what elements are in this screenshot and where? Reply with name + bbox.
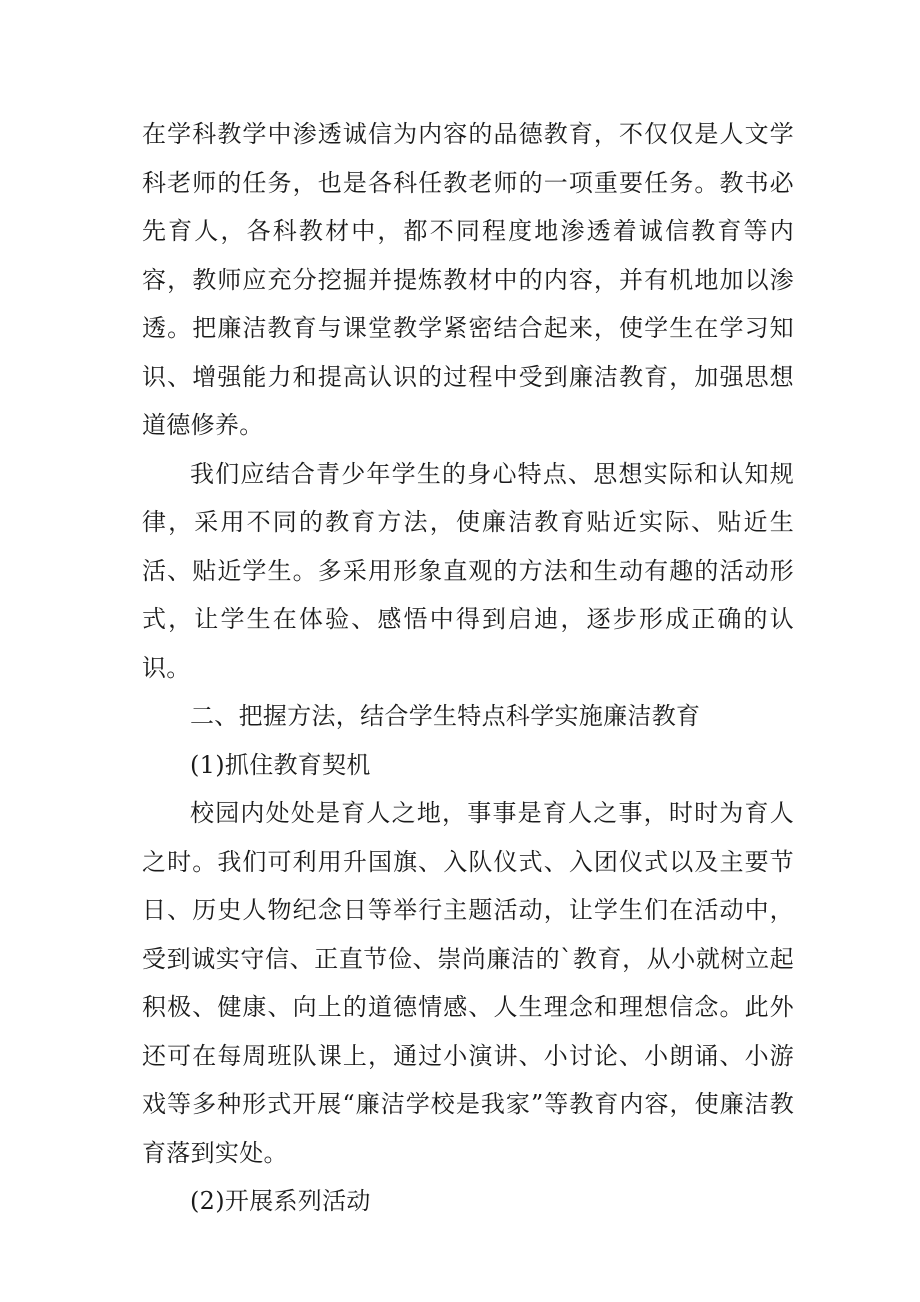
paragraph-campus-education: 校园内处处是育人之地，事事是育人之事，时时为育人之时。我们可利用升国旗、入队仪式、入团仪式以及主要节日、历史人物纪念日等举行主题活动，让学生们在活动中，受到诚实守信、正直节俭、崇尚廉洁的`教育，从小就树立起积极、健康、向上的道德情感、人生理念和理想信念。此外还可在每周班队课上，通过小演讲、小讨论、小朗诵、小游戏等多种形式开展“廉洁学校是我家”等教育内容，使廉洁教育落到实处。: [142, 799, 794, 1167]
section-heading-methods: 二、把握方法，结合学生特点科学实施廉洁教育: [190, 702, 701, 730]
document-body: [142, 110, 794, 1226]
paragraph-integrity-education: 在学科教学中渗透诚信为内容的品德教育，不仅仅是人文学科老师的任务，也是各科任教老师的一项重要任务。教书必先育人，各科教材中，都不同程度地渗透着诚信教育等内容，教师应充分挖掘并提炼教材中的内容，并有机地加以渗透。把廉洁教育与课堂教学紧密结合起来，使学生在学习知识、增强能力和提高认识的过程中受到廉洁教育，加强思想道德修养。: [142, 120, 794, 439]
paragraph-teaching-methods: 我们应结合青少年学生的身心特点、思想实际和认知规律，采用不同的教育方法，使廉洁教育贴近实际、贴近生活、贴近学生。多采用形象直观的方法和生动有趣的活动形式，让学生在体验、感悟中得到启迪，逐步形成正确的认识。: [142, 459, 794, 682]
subheading-education-opportunity: (1)抓住教育契机: [190, 750, 371, 779]
subheading-series-activities: (2)开展系列活动: [190, 1187, 371, 1215]
